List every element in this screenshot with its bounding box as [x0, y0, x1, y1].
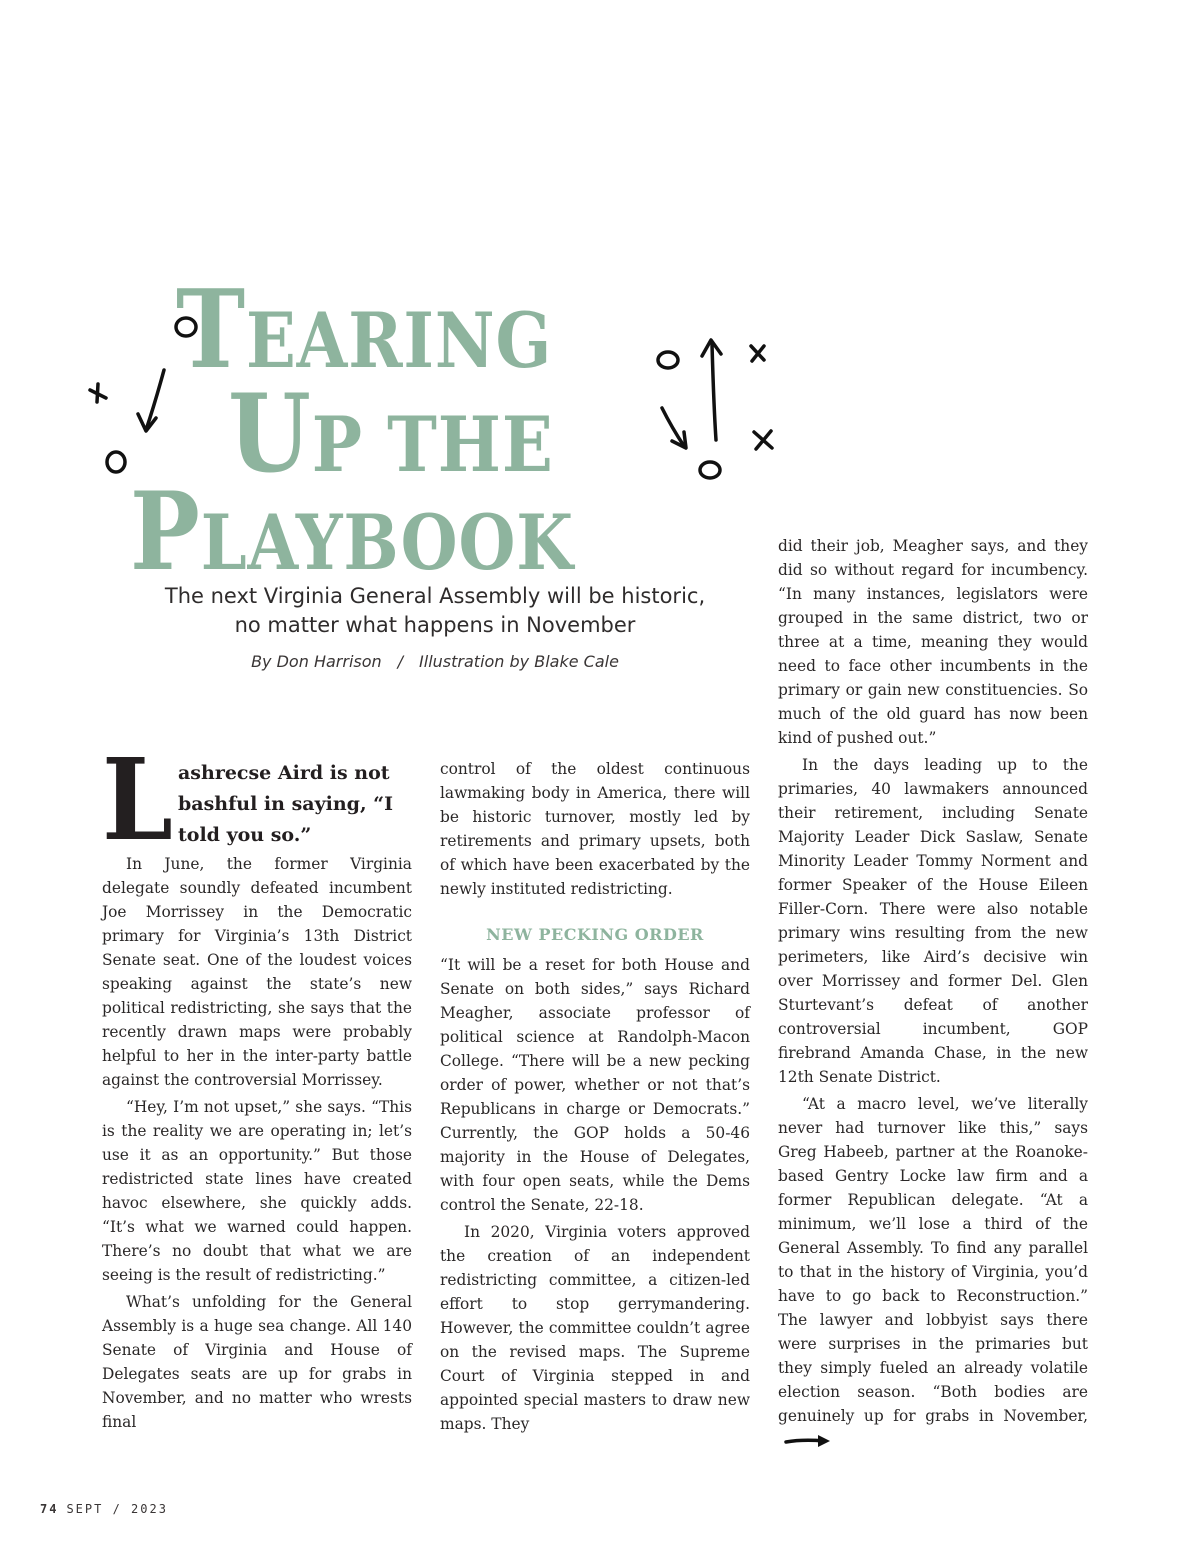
lede-text: ashrecse Aird is not bashful in saying, “I told you so.”	[178, 762, 393, 846]
drop-cap: L	[102, 735, 173, 866]
page-folio	[40, 1502, 168, 1516]
author-credit: By Don Harrison	[251, 652, 382, 671]
illustrator-credit: Illustration by Blake Cale	[419, 652, 619, 671]
column-1-body	[102, 852, 412, 1434]
byline: By Don Harrison / Illustration by Blake Cale	[251, 652, 619, 671]
paragraph: What’s unfolding for the General Assembly is a huge sea change. All 140 Senate of Virginia and House of Delegates seats are up for grabs in November, and no matter who wrests final	[102, 1293, 412, 1431]
continue-arrow-icon	[784, 1434, 832, 1448]
paragraph: did their job, Meagher says, and they did so without regard for incumbency. “In many instances, legislators were grouped in the same district, two or three at a time, meaning they would need to face other incumbents in the primary or gain new constituencies. So much of the old guard has now been kind of pushed out.”	[778, 537, 1088, 747]
column-3-body	[778, 534, 1088, 1452]
paragraph: In 2020, Virginia voters approved the creation of an independent redistricting committee, a citizen-led effort to stop gerrymandering. However, the committee couldn’t agree on the revised maps. The Supreme Court of Virginia stepped in and appointed special masters to draw new maps. They	[440, 1223, 750, 1433]
paragraph: “Hey, I’m not upset,” she says. “This is the reality we are operating in; let’s use it as an opportunity.” But those redistricted state lines have created havoc elsewhere, she quickly adds. “It’s what we warned could happen. There’s no doubt that what we are seeing is the result of redistricting.”	[102, 1098, 412, 1284]
paragraph: In the days leading up to the primaries, 40 lawmakers announced their retirement, including Senate Majority Leader Dick Saslaw, Senate Minority Leader Tommy Norment and former Speaker of the House Eileen Filler-Corn. There were also notable primary wins resulting from the new perimeters, like Aird’s decisive win over Morrissey and former Del. Glen Sturtevant’s defeat of another controversial incumbent, GOP firebrand Amanda Chase, in the new 12th Senate District.	[778, 756, 1088, 1086]
paragraph: “At a macro level, we’ve literally never had turnover like this,” says Greg Habeeb, partner at the Roanoke-based Gentry Locke law firm and a former Republican delegate. “At a minimum, we’ll lose a third of the General Assembly. To find any parallel to that in the history of Virginia, you’d have to go back to Reconstruction.” The lawyer and lobbyist says there were surprises in the primaries but they simply fueled an already volatile election season. “Both bodies are genuinely up for grabs in November,	[778, 1092, 1088, 1452]
issue-date: SEPT / 2023	[66, 1502, 168, 1516]
section-subhead: NEW PECKING ORDER	[486, 925, 704, 944]
column-2-body	[440, 757, 750, 1436]
paragraph: “It will be a reset for both House and Senate on both sides,” says Richard Meagher, associate professor of political science at Randolph-Macon College. “There will be a new pecking order of power, whether or not that’s Republicans in charge or Democrats.” Currently, the GOP holds a 50-46 majority in the House of Delegates, with four open seats, while the Dems control the Senate, 22-18.	[440, 956, 750, 1214]
paragraph: control of the oldest continuous lawmaking body in America, there will be historic turnover, mostly led by retirements and primary upsets, both of which have been exacerbated by the newly instituted redistricting.	[440, 760, 750, 898]
lede-block	[102, 735, 412, 866]
subtitle: The next Virginia General Assembly will be historic, no matter what happens in November	[164, 584, 706, 637]
headline-line-1: TEARING	[176, 267, 553, 393]
paragraph: In June, the former Virginia delegate soundly defeated incumbent Joe Morrissey in the Democratic primary for Virginia’s 13th District Senate seat. One of the loudest voices speaking against the state’s new political redistricting, she says that the recently drawn maps were probably helpful to her in the inter-party battle against the controversial Morrissey.	[102, 855, 412, 1089]
headline-line-3: PLAYBOOK	[130, 469, 574, 595]
headline-line-2: UP THE	[228, 371, 554, 497]
page-number: 74	[40, 1502, 59, 1516]
